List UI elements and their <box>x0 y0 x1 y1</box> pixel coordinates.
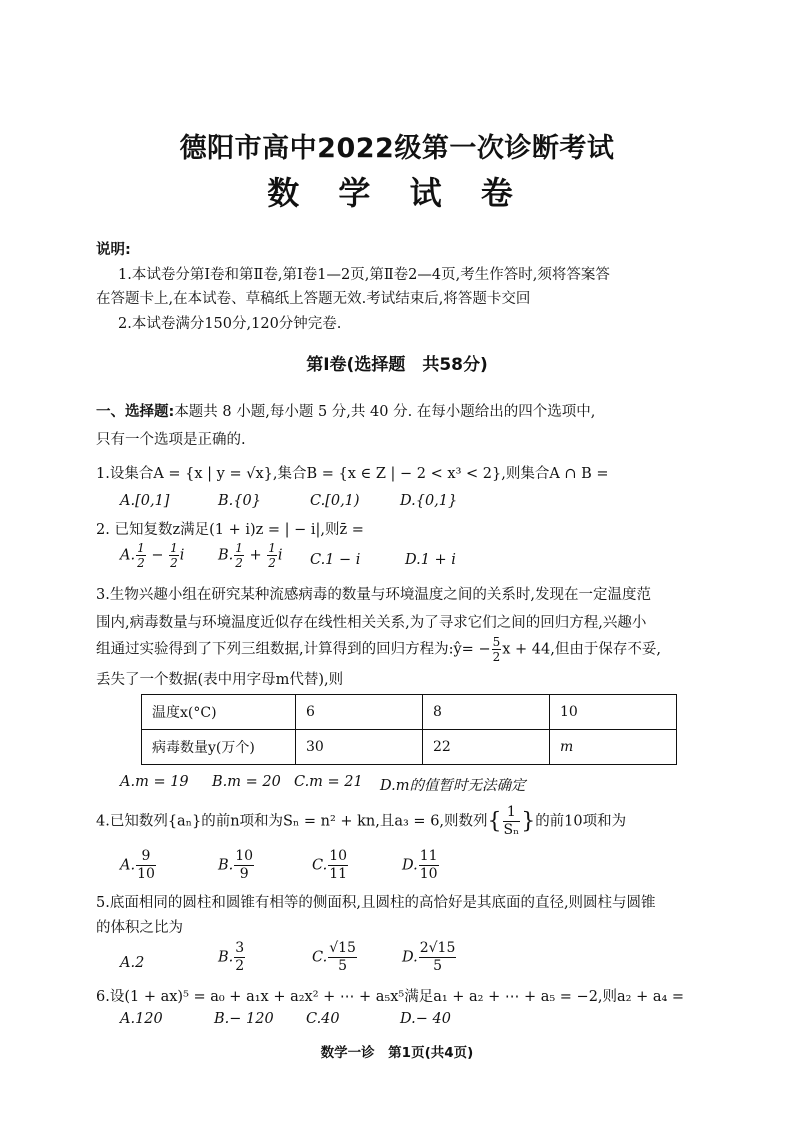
q2-a-tail: i <box>179 547 185 564</box>
q3-option-d: D.m的值暂时无法确定 <box>380 778 526 794</box>
notes-line-3: 2.本试卷满分150分,120分钟完卷. <box>118 316 342 332</box>
notes-line-2: 在答题卡上,在本试卷、草稿纸上答题无效.考试结束后,将答题卡交回 <box>96 291 531 307</box>
part1-heading: 一、选择题: <box>96 404 175 420</box>
notes-line-1: 1.本试卷分第Ⅰ卷和第Ⅱ卷,第Ⅰ卷1—2页,第Ⅱ卷2—4页,考生作答时,须将答案答 <box>118 267 610 283</box>
q3-data-table <box>141 694 677 765</box>
q4-b-frac: $\frac{10}{9}$ <box>235 848 254 882</box>
exam-subject: 数 学 试 卷 <box>267 174 527 212</box>
q6-option-d: D.− 40 <box>400 1011 451 1027</box>
q6-option-a: A.120 <box>120 1011 163 1027</box>
notes-heading: 说明: <box>96 242 131 258</box>
q4-d-label: D. <box>402 857 418 874</box>
part1-line-2: 只有一个选项是正确的. <box>96 432 246 448</box>
q1-option-a: A.[0,1] <box>120 493 170 509</box>
table-cell: 10 <box>550 695 677 730</box>
q3-option-c: C.m = 21 <box>294 774 363 790</box>
q3-line-4: 丢失了一个数据(表中用字母m代替),则 <box>96 672 344 688</box>
q2-a-frac1: $\frac{1}{2}$ <box>137 541 145 570</box>
q3-option-a: A.m = 19 <box>120 774 189 790</box>
q4-a-label: A. <box>120 857 136 874</box>
q5-b-frac: $\frac{3}{2}$ <box>235 940 245 974</box>
q4-c-frac: $\frac{10}{11}$ <box>329 848 348 882</box>
table-cell: 8 <box>423 695 550 730</box>
q5-b-label: B. <box>218 949 234 966</box>
q2-b-frac2: $\frac{1}{2}$ <box>268 541 276 570</box>
q3-line-1: 3.生物兴趣小组在研究某种流感病毒的数量与环境温度之间的关系时,发现在一定温度范 <box>96 587 651 603</box>
table-row <box>142 695 677 730</box>
q5-option-c <box>312 940 358 975</box>
q5-line-2: 的体积之比为 <box>96 920 183 936</box>
q1-stem: 1.设集合A = {x | y = √x},集合B = {x ∈ Z | − 2 < x³ < 2},则集合A ∩ B = <box>96 466 609 482</box>
q4-option-b <box>218 848 255 883</box>
left-brace-icon: { <box>487 809 502 834</box>
q3-option-b: B.m = 20 <box>212 774 281 790</box>
q5-d-frac: $\frac{2√15}{5}$ <box>419 940 456 974</box>
q4-seq-frac: $\frac{1}{\text{Sₙ}}$ <box>503 804 520 838</box>
table-cell: 病毒数量y(万个) <box>142 730 296 765</box>
q6-option-c: C.40 <box>306 1011 340 1027</box>
q5-c-frac: $\frac{√15}{5}$ <box>329 940 356 974</box>
table-cell: m <box>550 730 677 765</box>
q4-stem-post: 的前10项和为 <box>535 813 627 830</box>
q6-stem: 6.设(1 + ax)⁵ = a₀ + a₁x + a₂x² + ⋯ + a₅x⁵满足a₁ + a₂ + ⋯ + a₅ = −2,则a₂ + a₄ = <box>96 989 685 1005</box>
table-row <box>142 730 677 765</box>
q4-c-label: C. <box>312 857 328 874</box>
part1-line-1 <box>96 400 595 421</box>
q3-line-3 <box>96 635 661 664</box>
q4-d-frac: $\frac{11}{10}$ <box>419 848 438 882</box>
q3-line-3-post: x + 44,但由于保存不妥, <box>502 641 661 658</box>
q1-option-d: D.{0,1} <box>400 493 458 509</box>
q2-option-a <box>120 541 184 570</box>
q4-option-d <box>402 848 440 883</box>
page-footer: 数学一诊 第1页(共4页) <box>320 1045 474 1061</box>
q6-option-b: B.− 120 <box>214 1011 274 1027</box>
q4-b-label: B. <box>218 857 234 874</box>
q2-a-label: A. <box>120 547 136 564</box>
q2-b-frac1: $\frac{1}{2}$ <box>235 541 243 570</box>
q1-option-b: B.{0} <box>218 493 261 509</box>
q5-c-label: C. <box>312 949 328 966</box>
q3-line-2: 围内,病毒数量与环境温度近似存在线性相关关系,为了寻求它们之间的回归方程,兴趣小 <box>96 615 647 631</box>
q2-a-frac2: $\frac{1}{2}$ <box>170 541 178 570</box>
table-cell: 6 <box>296 695 423 730</box>
q5-d-label: D. <box>402 949 418 966</box>
q4-option-a <box>120 848 157 883</box>
q2-b-op: + <box>244 547 267 564</box>
q4-a-frac: $\frac{9}{10}$ <box>137 848 155 882</box>
table-cell: 30 <box>296 730 423 765</box>
q2-b-label: B. <box>218 547 234 564</box>
table-cell: 22 <box>423 730 550 765</box>
q3-line-3-pre: 组通过实验得到了下列三组数据,计算得到的回归方程为:ŷ= − <box>96 641 491 658</box>
q4-option-c <box>312 848 349 883</box>
q5-option-b <box>218 940 246 975</box>
q5-option-a: A.2 <box>120 955 145 971</box>
q2-option-b <box>218 541 283 570</box>
q2-a-op: − <box>146 547 169 564</box>
part1-instructions: 本题共 8 小题,每小题 5 分,共 40 分. 在每小题给出的四个选项中, <box>174 404 596 420</box>
q5-line-1: 5.底面相同的圆柱和圆锥有相等的侧面积,且圆柱的高恰好是其底面的直径,则圆柱与圆锥 <box>96 895 656 911</box>
q5-option-d <box>402 940 457 975</box>
q2-b-tail: i <box>277 547 283 564</box>
q2-stem: 2. 已知复数z满足(1 + i)z = | − i|,则z̄ = <box>96 522 364 538</box>
right-brace-icon: } <box>521 809 536 834</box>
q4-stem <box>96 804 626 839</box>
q3-slope-frac: $\frac{5}{2}$ <box>492 635 501 664</box>
section-title: 第Ⅰ卷(选择题 共58分) <box>306 355 488 375</box>
table-cell: 温度x(°C) <box>142 695 296 730</box>
q2-option-d: D.1 + i <box>405 552 456 568</box>
q2-option-c: C.1 − i <box>310 552 361 568</box>
exam-title: 德阳市高中2022级第一次诊断考试 <box>179 133 615 164</box>
q4-stem-pre: 4.已知数列{aₙ}的前n项和为Sₙ = n² + kn,且a₃ = 6,则数列 <box>96 813 488 830</box>
q1-option-c: C.[0,1) <box>310 493 360 509</box>
